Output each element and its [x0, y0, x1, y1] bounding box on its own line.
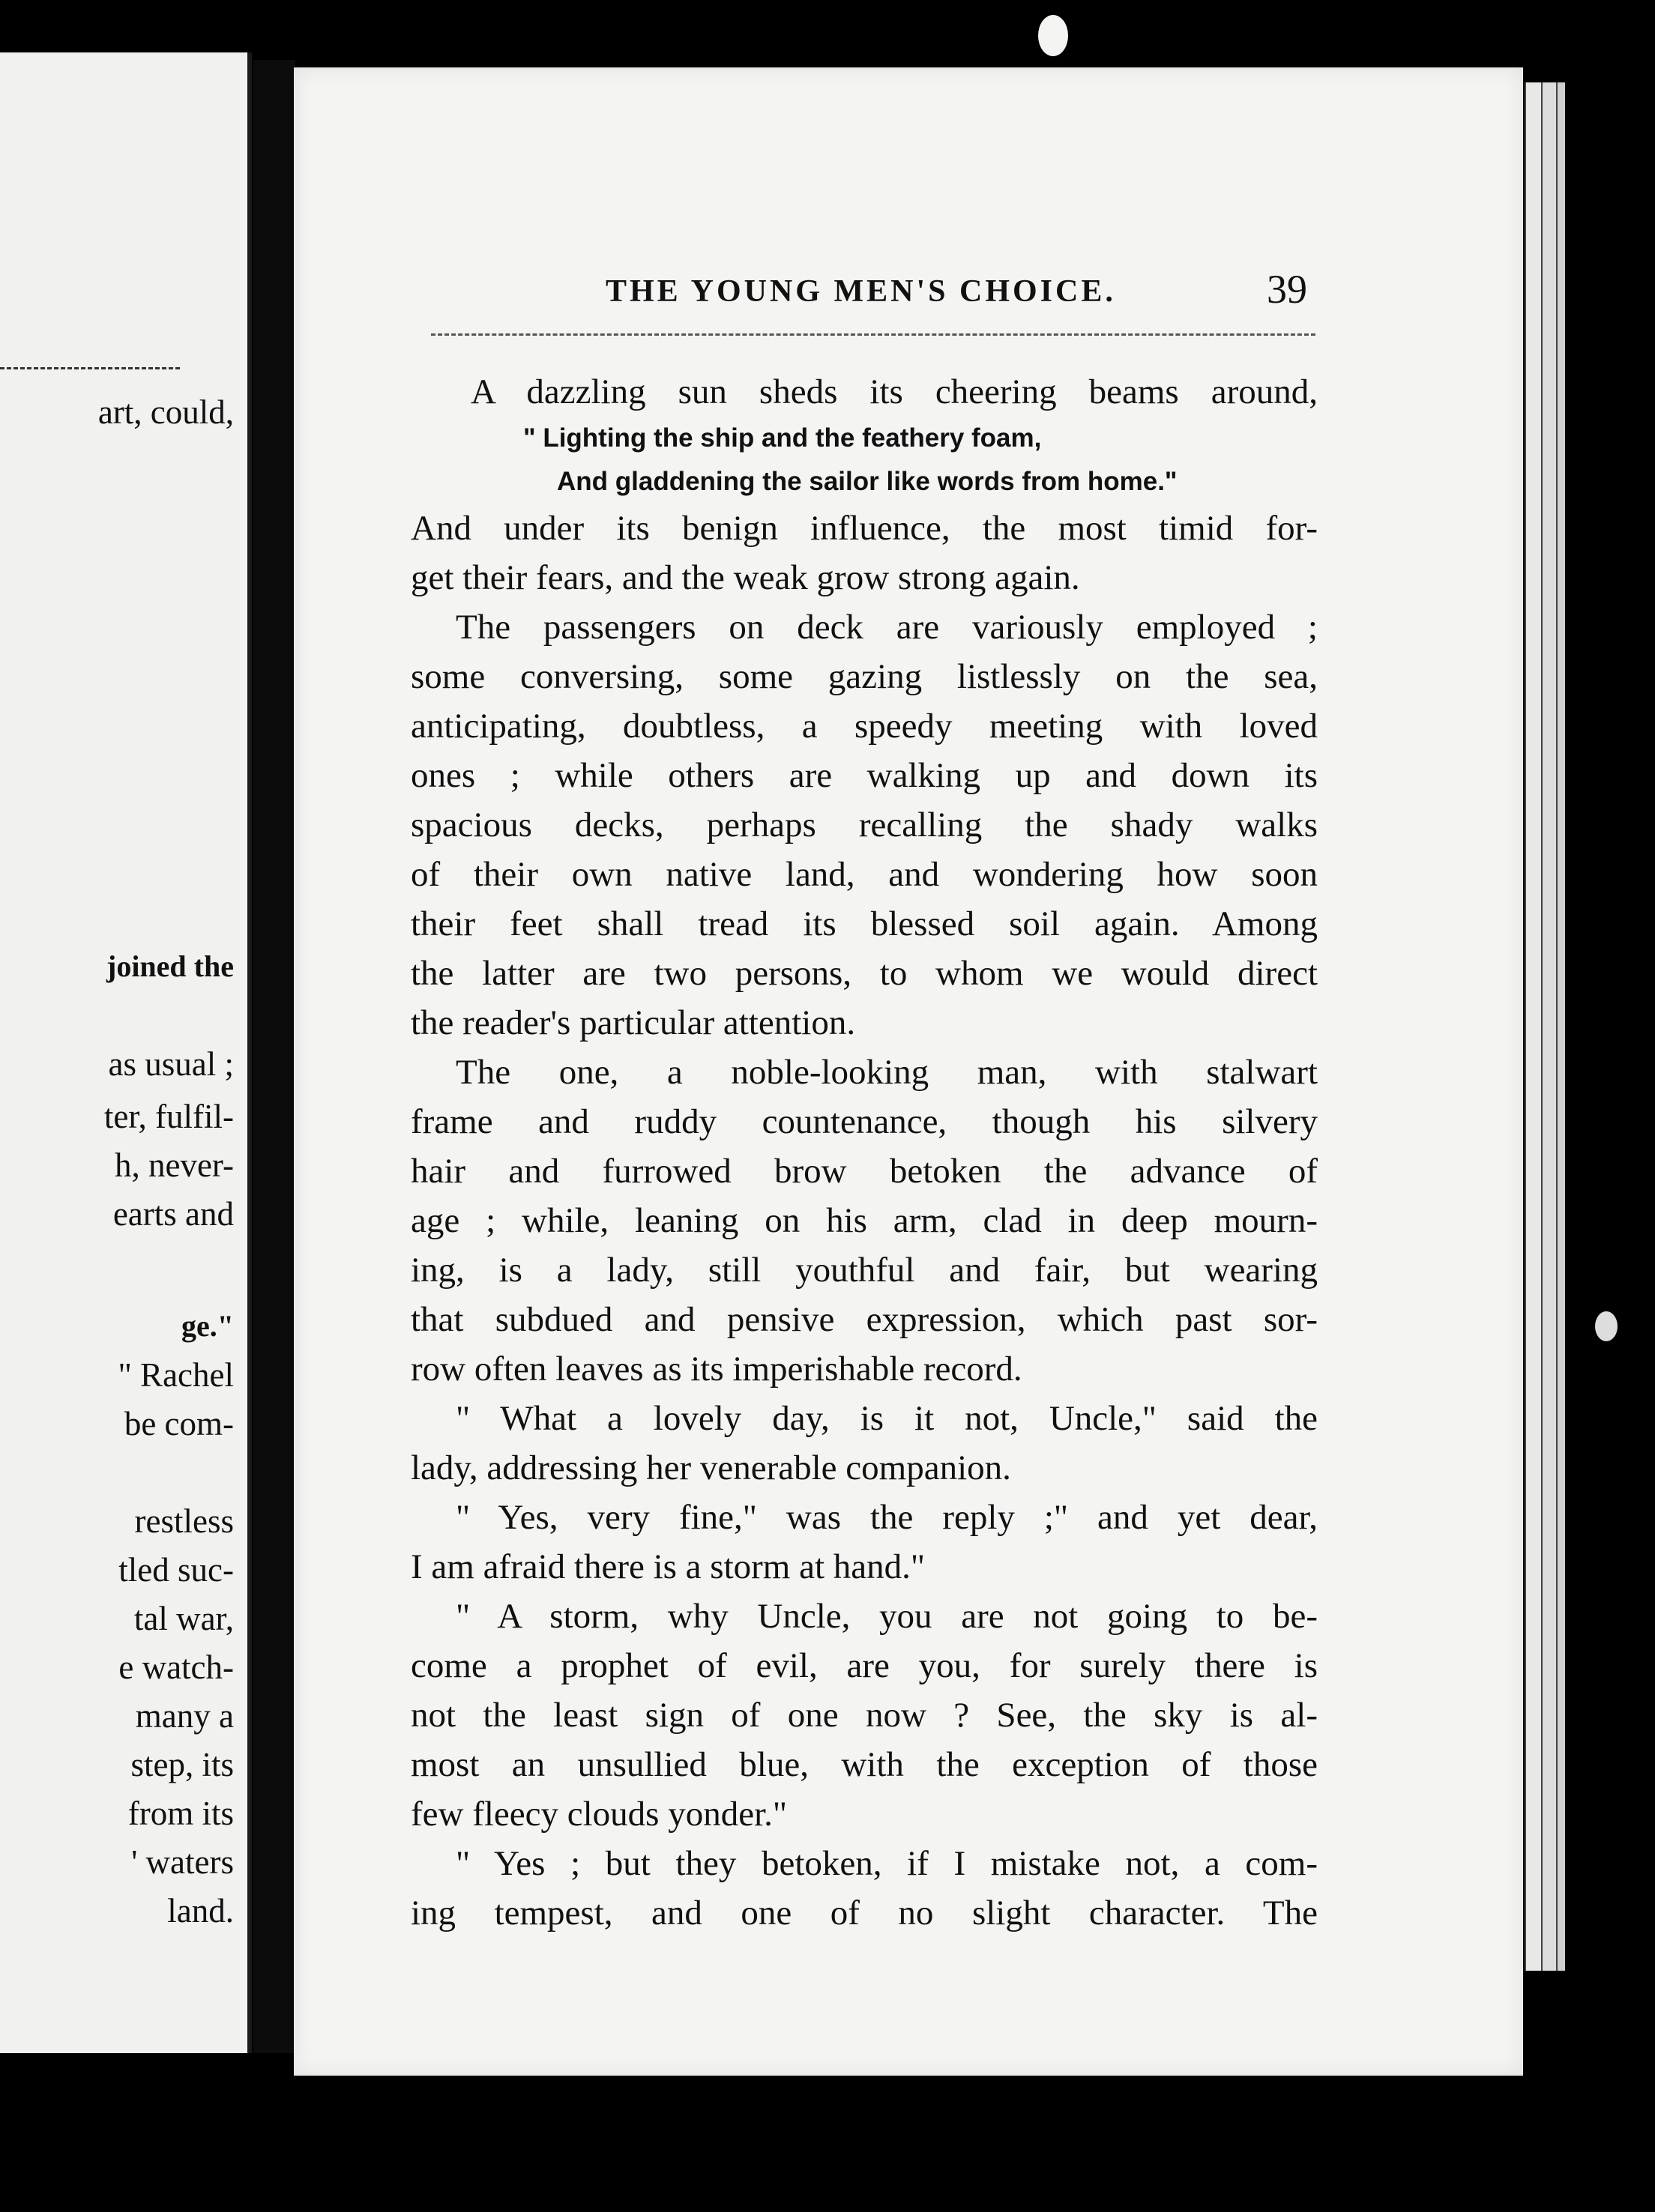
left-page-line: restless: [134, 1502, 234, 1540]
page-edge: [1525, 82, 1541, 1971]
body-line: " A storm, why Uncle, you are not going to be-: [456, 1597, 1318, 1636]
poem-line: And gladdening the sailor like words from home.": [557, 467, 1178, 496]
body-line: of their own native land, and wondering how soon: [411, 855, 1318, 894]
body-line: that subdued and pensive expression, which past sor-: [411, 1300, 1318, 1339]
body-line: not the least sign of one now ? See, the sky is al-: [411, 1696, 1318, 1735]
left-page-line: be com-: [124, 1405, 234, 1442]
body-line: anticipating, doubtless, a speedy meeting with loved: [411, 707, 1318, 746]
body-line: get their fears, and the weak grow strong again.: [411, 558, 1080, 597]
left-page-line: land.: [167, 1892, 234, 1930]
body-line: " Yes ; but they betoken, if I mistake not, a com-: [456, 1844, 1318, 1883]
body-line: I am afraid there is a storm at hand.": [411, 1547, 926, 1586]
body-line: row often leaves as its imperishable record.: [411, 1350, 1022, 1388]
body-line: age ; while, leaning on his arm, clad in deep mourn-: [411, 1201, 1318, 1240]
header-rule: [431, 333, 1315, 336]
left-page-line: earts and: [112, 1195, 234, 1233]
body-line: the latter are two persons, to whom we would direct: [411, 954, 1318, 993]
body-line: some conversing, some gazing listlessly on the sea,: [411, 657, 1318, 696]
page-edge: [1556, 82, 1565, 1971]
poem-line: " Lighting the ship and the feathery foam,: [523, 423, 1042, 453]
left-page-fragment: [0, 52, 252, 2053]
body-line: The one, a noble-looking man, with stalwart: [456, 1053, 1318, 1092]
body-line: A dazzling sun sheds its cheering beams around,: [471, 372, 1318, 411]
body-line: spacious decks, perhaps recalling the shady walks: [411, 806, 1318, 844]
scan-speck: [1038, 15, 1068, 56]
body-line: few fleecy clouds yonder.": [411, 1795, 788, 1834]
page-edge: [1541, 82, 1558, 1971]
left-page-line: step, its: [130, 1746, 234, 1783]
body-line: hair and furrowed brow betoken the advance of: [411, 1152, 1318, 1191]
body-line: ones ; while others are walking up and down its: [411, 756, 1318, 795]
left-page-line: as usual ;: [108, 1045, 234, 1083]
left-page-line: from its: [127, 1795, 234, 1832]
body-line: The passengers on deck are variously employed ;: [456, 608, 1318, 647]
left-page-line: h, never-: [114, 1146, 234, 1184]
body-line: " Yes, very fine," was the reply ;" and yet dear,: [456, 1498, 1318, 1537]
body-line: " What a lovely day, is it not, Uncle," said the: [456, 1399, 1318, 1438]
left-page-line: ter, fulfil-: [103, 1098, 234, 1135]
left-page-line: e watch-: [118, 1649, 234, 1686]
left-page-line: many a: [135, 1697, 234, 1735]
left-page-line: tled suc-: [118, 1551, 234, 1589]
left-page-line: ge.": [181, 1309, 234, 1343]
body-text: [411, 367, 1318, 1938]
body-line: the reader's particular attention.: [411, 1003, 856, 1042]
body-line: ing tempest, and one of no slight character. The: [411, 1894, 1318, 1933]
scan-speck: [1595, 1311, 1618, 1341]
page-number: 39: [1267, 267, 1307, 312]
body-line: ing, is a lady, still youthful and fair, but wearing: [411, 1251, 1318, 1290]
running-head: THE YOUNG MEN'S CHOICE.: [606, 274, 1116, 309]
body-line: frame and ruddy countenance, though his silvery: [411, 1102, 1318, 1141]
body-line: their feet shall tread its blessed soil again. Among: [411, 904, 1318, 943]
body-line: lady, addressing her venerable companion.: [411, 1448, 1011, 1487]
left-page-line: tal war,: [133, 1600, 234, 1637]
body-line: And under its benign influence, the most timid for-: [411, 509, 1318, 548]
left-page-line: joined the: [106, 949, 234, 983]
left-page-line: ' waters: [131, 1843, 234, 1881]
book-binding-gutter: [253, 60, 295, 2053]
left-page-line: " Rachel: [118, 1356, 234, 1394]
body-line: most an unsullied blue, with the exception of those: [411, 1745, 1318, 1784]
left-page-rule: [0, 367, 180, 369]
left-page-line: art, could,: [97, 393, 234, 431]
body-line: come a prophet of evil, are you, for surely there is: [411, 1646, 1318, 1685]
